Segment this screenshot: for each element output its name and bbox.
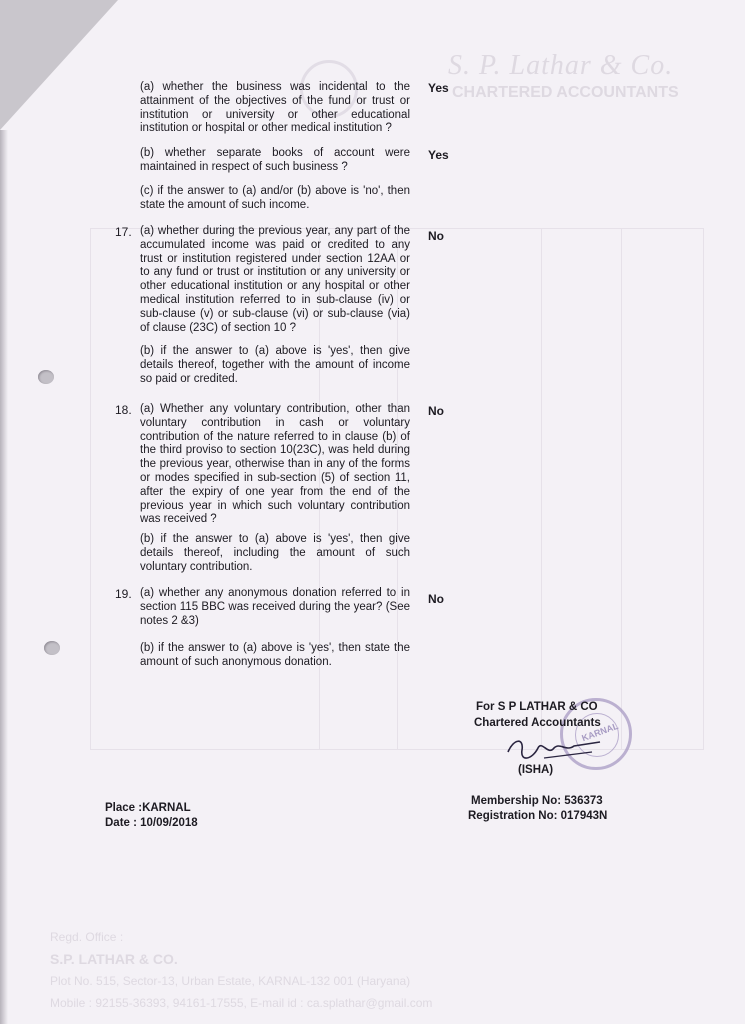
question-16a: (a) whether the business was incidental to the attainment of the objectives of the fund or trust or institution or university or other educational institution or hospital or other medical institution ? [140,81,410,135]
membership-number: Membership No: 536373 [471,795,603,807]
firm-watermark: S. P. Lathar & Co. [448,50,674,81]
question-19-number: 19. [115,587,132,601]
page-edge-shadow [0,130,8,1024]
stamp-text: KARNAL [580,720,620,744]
for-firm-label: For S P LATHAR & CO [476,701,598,713]
answer-16b: Yes [428,148,449,162]
place-label: Place :KARNAL [105,802,191,814]
footer-firm: S.P. LATHAR & CO. [50,951,178,967]
question-17-number: 17. [115,225,132,239]
punch-hole-icon [38,370,54,384]
date-label: Date : 10/09/2018 [105,817,198,829]
answer-19a: No [428,592,444,606]
handwritten-signature [504,730,604,764]
question-17a: (a) whether during the previous year, any part of the accumulated income was paid or credited to any trust or institution registered under section 12AA or to any fund or trust or institution or any university or other educational institution or any hospital or other medical institution referred to in sub-clause (iv) or sub-clause (v) or sub-clause (vi) or sub-clause (via) of clause (23C) of section 10 ? [140,225,410,334]
question-19b: (b) if the answer to (a) above is 'yes', then state the amount of such anonymous donation. [140,642,410,668]
question-18a: (a) Whether any voluntary contribution, other than voluntary contribution in cash or voluntary contribution of the nature referred to in clause (b) of the third proviso to section 10(23C), was held during the previous year, otherwise than in any of the forms or modes specified in sub-section (5) of section 11, after the expiry of one year from the end of the previous year in which such voluntary contribution was received ? [140,403,410,526]
question-17b: (b) if the answer to (a) above is 'yes', then give details thereof, together with the amount of income so paid or credited. [140,345,410,385]
bleed-through-footer [50,926,690,1014]
folded-corner [0,0,118,130]
answer-16a: Yes [428,81,449,95]
signatory-name: (ISHA) [518,764,554,776]
question-16c: (c) if the answer to (a) and/or (b) above is 'no', then state the amount of such income. [140,185,410,211]
question-16b: (b) whether separate books of account were maintained in respect of such business ? [140,147,410,173]
answer-17a: No [428,229,444,243]
footer-contact: Mobile : 92155-36393, 94161-17555, E-mail id : ca.splathar@gmail.com [50,996,433,1010]
question-18-number: 18. [115,403,132,417]
footer-heading: Regd. Office : [50,930,124,944]
designation-label: Chartered Accountants [474,717,601,729]
punch-hole-icon [44,641,60,655]
footer-address: Plot No. 515, Sector-13, Urban Estate, KARNAL-132 001 (Haryana) [50,974,411,988]
question-18b: (b) if the answer to (a) above is 'yes', then give details thereof, including the amount of such voluntary contribution. [140,533,410,573]
question-19a: (a) whether any anonymous donation referred to in section 115 BBC was received during the year? (See notes 2 &3) [140,587,410,627]
answer-18a: No [428,404,444,418]
registration-number: Registration No: 017943N [468,810,608,822]
ca-title-watermark: CHARTERED ACCOUNTANTS [452,84,679,101]
